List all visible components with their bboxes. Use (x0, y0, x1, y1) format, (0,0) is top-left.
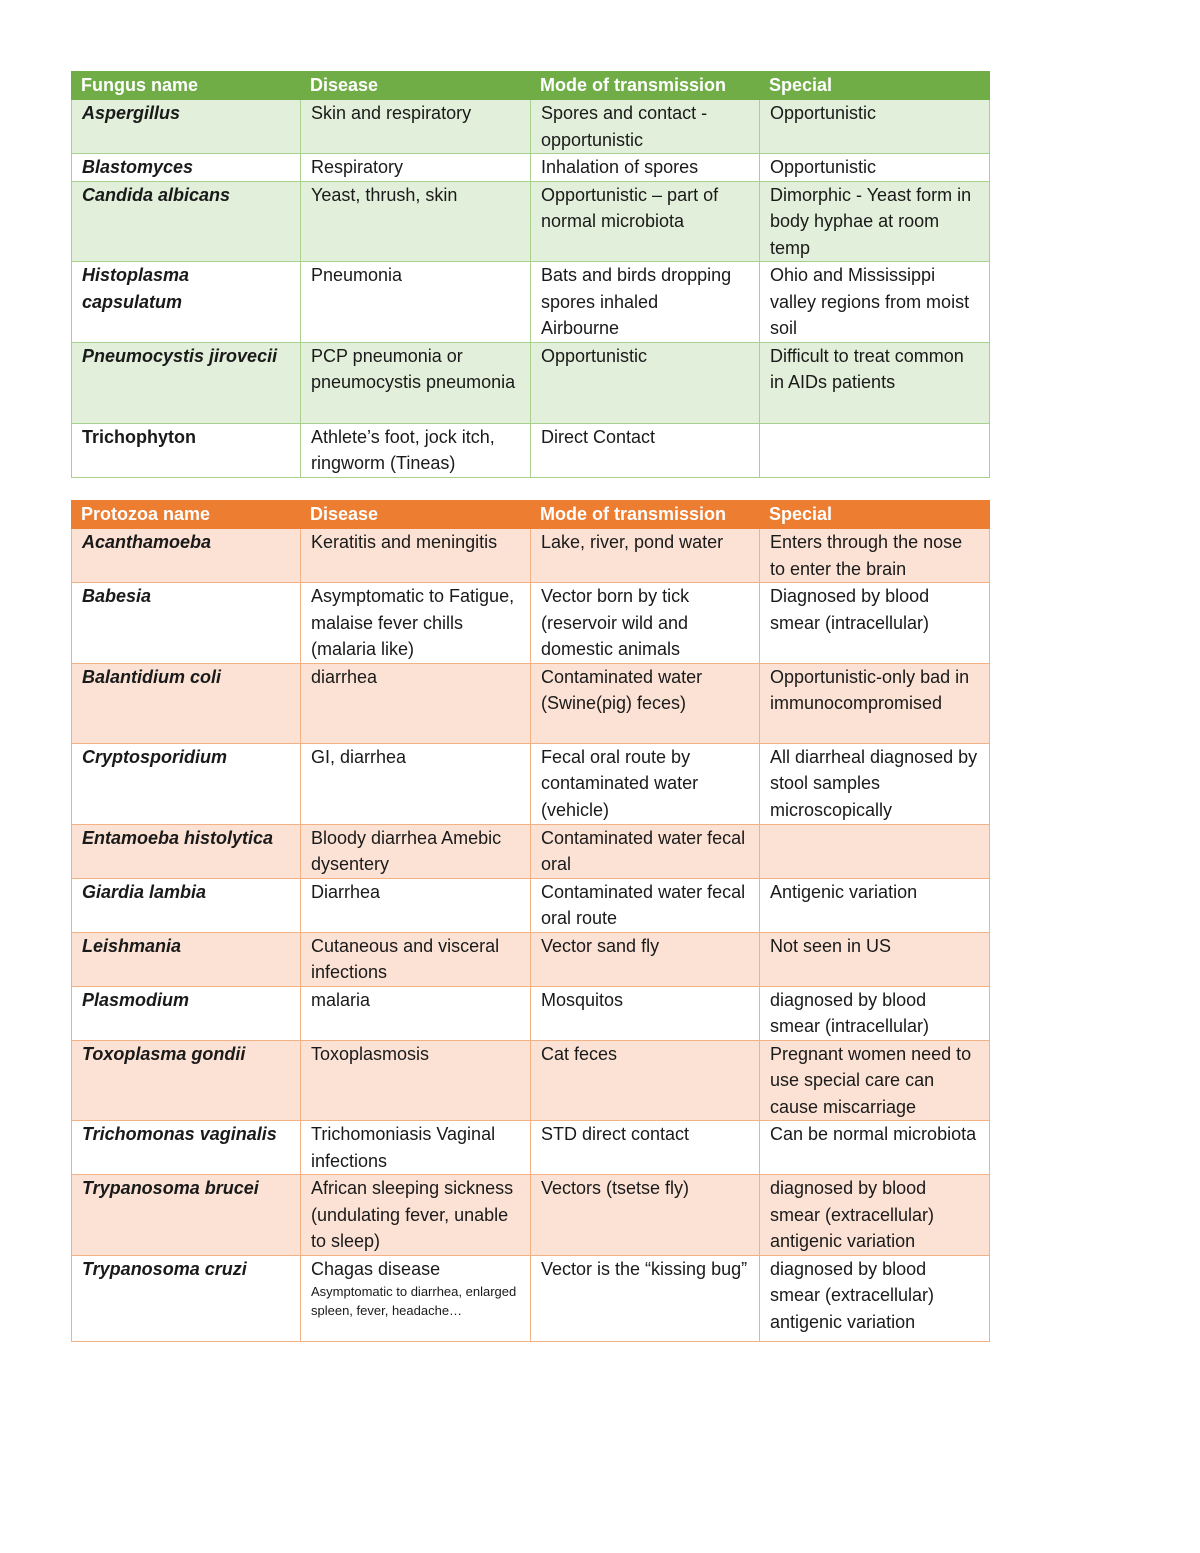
transmission-cell: Vector is the “kissing bug” (531, 1255, 760, 1341)
disease-cell: Respiratory (301, 154, 531, 182)
transmission-cell: Spores and contact - opportunistic (531, 100, 760, 154)
protozoa-name-cell: Giardia lambia (72, 878, 301, 932)
fungus-header-special: Special (760, 72, 990, 100)
transmission-cell: Cat feces (531, 1040, 760, 1121)
special-cell: Ohio and Mississippi valley regions from moist soil (760, 262, 990, 343)
special-cell: Diagnosed by blood smear (intracellular) (760, 583, 990, 664)
transmission-cell: Bats and birds dropping spores inhaled Airbourne (531, 262, 760, 343)
special-cell: Opportunistic (760, 100, 990, 154)
transmission-cell: Fecal oral route by contaminated water (vehicle) (531, 743, 760, 824)
disease-note: Asymptomatic to diarrhea, enlarged spleen, fever, headache… (311, 1284, 517, 1318)
transmission-cell: Mosquitos (531, 986, 760, 1040)
disease-cell: Athlete’s foot, jock itch, ringworm (Tineas) (301, 423, 531, 477)
disease-cell: Cutaneous and visceral infections (301, 932, 531, 986)
table-row (72, 663, 990, 743)
disease-cell: Asymptomatic to Fatigue, malaise fever chills (malaria like) (301, 583, 531, 664)
protozoa-header-row (72, 501, 990, 529)
transmission-cell: STD direct contact (531, 1121, 760, 1175)
transmission-cell: Vectors (tsetse fly) (531, 1175, 760, 1256)
table-row (72, 878, 990, 932)
table-row (72, 932, 990, 986)
special-cell: Opportunistic-only bad in immunocompromised (760, 663, 990, 743)
disease-cell: Diarrhea (301, 878, 531, 932)
table-row (72, 154, 990, 182)
protozoa-name-cell: Plasmodium (72, 986, 301, 1040)
special-cell: Not seen in US (760, 932, 990, 986)
table-row (72, 824, 990, 878)
special-cell: Difficult to treat common in AIDs patients (760, 342, 990, 423)
special-cell (760, 824, 990, 878)
disease-cell: malaria (301, 986, 531, 1040)
special-cell (760, 423, 990, 477)
table-row (72, 583, 990, 664)
transmission-cell: Inhalation of spores (531, 154, 760, 182)
disease-cell: Toxoplasmosis (301, 1040, 531, 1121)
special-cell: diagnosed by blood smear (extracellular) antigenic variation (760, 1255, 990, 1341)
special-cell: Pregnant women need to use special care can cause miscarriage (760, 1040, 990, 1121)
transmission-cell: Contaminated water (Swine(pig) feces) (531, 663, 760, 743)
disease-cell: Keratitis and meningitis (301, 529, 531, 583)
protozoa-header-special: Special (760, 501, 990, 529)
table-row (72, 181, 990, 262)
protozoa-name-cell: Cryptosporidium (72, 743, 301, 824)
fungus-name-cell: Blastomyces (72, 154, 301, 182)
protozoa-name-cell: Trypanosoma brucei (72, 1175, 301, 1256)
disease-text: Chagas disease (311, 1258, 441, 1279)
transmission-cell: Direct Contact (531, 423, 760, 477)
disease-cell: Skin and respiratory (301, 100, 531, 154)
protozoa-header-name: Protozoa name (72, 501, 301, 529)
transmission-cell: Vector sand fly (531, 932, 760, 986)
disease-cell: GI, diarrhea (301, 743, 531, 824)
fungus-name-cell: Aspergillus (72, 100, 301, 154)
special-cell: Opportunistic (760, 154, 990, 182)
transmission-cell: Vector born by tick (reservoir wild and domestic animals (531, 583, 760, 664)
special-cell: diagnosed by blood smear (extracellular) antigenic variation (760, 1175, 990, 1256)
protozoa-header-disease: Disease (301, 501, 531, 529)
table-row (72, 1040, 990, 1121)
transmission-cell: Contaminated water fecal oral route (531, 878, 760, 932)
table-row (72, 1121, 990, 1175)
table-row (72, 100, 990, 154)
protozoa-name-cell: Toxoplasma gondii (72, 1040, 301, 1121)
disease-cell: Trichomoniasis Vaginal infections (301, 1121, 531, 1175)
table-row (72, 529, 990, 583)
fungus-header-mode: Mode of transmission (531, 72, 760, 100)
protozoa-header-mode: Mode of transmission (531, 501, 760, 529)
table-row (72, 1175, 990, 1256)
fungus-name-cell: Histoplasma capsulatum (72, 262, 301, 343)
special-cell: Enters through the nose to enter the brain (760, 529, 990, 583)
special-cell: All diarrheal diagnosed by stool samples microscopically (760, 743, 990, 824)
transmission-cell: Lake, river, pond water (531, 529, 760, 583)
protozoa-name-cell: Babesia (72, 583, 301, 664)
disease-cell: Bloody diarrhea Amebic dysentery (301, 824, 531, 878)
protozoa-name-cell: Entamoeba histolytica (72, 824, 301, 878)
fungus-table (71, 71, 990, 478)
transmission-cell: Opportunistic (531, 342, 760, 423)
disease-cell: Pneumonia (301, 262, 531, 343)
special-cell: Antigenic variation (760, 878, 990, 932)
fungus-name-cell: Pneumocystis jirovecii (72, 342, 301, 423)
table-row (72, 1255, 990, 1341)
special-cell: Dimorphic - Yeast form in body hyphae at room temp (760, 181, 990, 262)
disease-cell: African sleeping sickness (undulating fever, unable to sleep) (301, 1175, 531, 1256)
protozoa-table (71, 500, 990, 1342)
disease-cell: PCP pneumonia or pneumocystis pneumonia (301, 342, 531, 423)
protozoa-name-cell: Trypanosoma cruzi (72, 1255, 301, 1341)
table-row (72, 423, 990, 477)
special-cell: diagnosed by blood smear (intracellular) (760, 986, 990, 1040)
table-row (72, 743, 990, 824)
table-row (72, 342, 990, 423)
transmission-cell: Opportunistic – part of normal microbiota (531, 181, 760, 262)
protozoa-name-cell: Acanthamoeba (72, 529, 301, 583)
special-cell: Can be normal microbiota (760, 1121, 990, 1175)
disease-cell (301, 1255, 531, 1341)
transmission-cell: Contaminated water fecal oral (531, 824, 760, 878)
table-row (72, 986, 990, 1040)
protozoa-name-cell: Balantidium coli (72, 663, 301, 743)
disease-cell: Yeast, thrush, skin (301, 181, 531, 262)
fungus-name-cell: Candida albicans (72, 181, 301, 262)
table-row (72, 262, 990, 343)
disease-cell: diarrhea (301, 663, 531, 743)
fungus-header-name: Fungus name (72, 72, 301, 100)
fungus-name-cell: Trichophyton (72, 423, 301, 477)
protozoa-name-cell: Trichomonas vaginalis (72, 1121, 301, 1175)
fungus-header-row (72, 72, 990, 100)
protozoa-name-cell: Leishmania (72, 932, 301, 986)
fungus-header-disease: Disease (301, 72, 531, 100)
